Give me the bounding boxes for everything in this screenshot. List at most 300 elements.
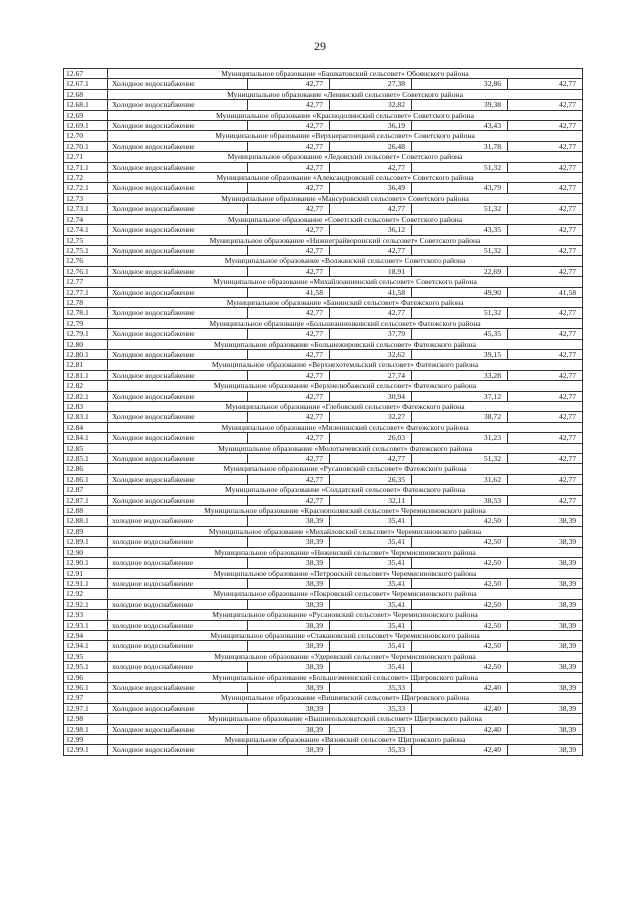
municipality-row <box>64 297 583 307</box>
tariff-value-3: 31,62 <box>412 474 508 484</box>
tariff-value-2: 35,33 <box>330 703 412 713</box>
tariff-value-4: 42,77 <box>508 412 583 422</box>
service-name: Холодное водоснабжение <box>108 308 248 318</box>
tariff-value-1: 42,77 <box>248 79 330 89</box>
tariff-value-3: 31,23 <box>412 433 508 443</box>
row-code: 12.68 <box>64 89 108 99</box>
municipality-row <box>64 89 583 99</box>
row-code: 12.71.1 <box>64 162 108 172</box>
municipality-title: Муниципальное образование «Краснополянский сельсовет» Черемисиновского района <box>108 506 583 516</box>
tariff-value-2: 32,62 <box>330 349 412 359</box>
municipality-title: Муниципальное образование «Русановский сельсовет» Черемисиновского района <box>108 610 583 620</box>
tariff-value-3: 42,50 <box>412 516 508 526</box>
tariff-value-2: 35,33 <box>330 745 412 755</box>
row-code: 12.90.1 <box>64 558 108 568</box>
municipality-row <box>64 547 583 557</box>
tariff-row <box>64 516 583 526</box>
tariff-value-3: 38,53 <box>412 495 508 505</box>
service-name: холодное водоснабжение <box>108 599 248 609</box>
tariff-value-3: 51,32 <box>412 245 508 255</box>
row-code: 12.99.1 <box>64 745 108 755</box>
tariff-value-1: 42,77 <box>248 370 330 380</box>
municipality-row <box>64 651 583 661</box>
tariff-row <box>64 495 583 505</box>
tariff-value-2: 35,33 <box>330 682 412 692</box>
tariff-value-4: 42,77 <box>508 349 583 359</box>
tariff-value-3: 42,50 <box>412 662 508 672</box>
tariff-value-2: 32,82 <box>330 100 412 110</box>
tariff-row <box>64 183 583 193</box>
tariff-value-3: 43,79 <box>412 183 508 193</box>
tariff-value-1: 42,77 <box>248 183 330 193</box>
tariff-row <box>64 599 583 609</box>
municipality-row <box>64 526 583 536</box>
municipality-title: Муниципальное образование «Мансуровский сельсовет» Советского района <box>108 193 583 203</box>
row-code: 12.86 <box>64 464 108 474</box>
service-name: Холодное водоснабжение <box>108 474 248 484</box>
row-code: 12.81 <box>64 360 108 370</box>
tariff-value-1: 38,39 <box>248 724 330 734</box>
municipality-title: Муниципальное образование «Ледовский сельсовет» Советского района <box>108 152 583 162</box>
row-code: 12.85 <box>64 443 108 453</box>
municipality-row <box>64 193 583 203</box>
tariff-value-4: 42,77 <box>508 495 583 505</box>
municipality-title: Муниципальное образование «Стакановский сельсовет» Черемисиновского района <box>108 630 583 640</box>
tariff-value-1: 42,77 <box>248 329 330 339</box>
service-name: холодное водоснабжение <box>108 558 248 568</box>
municipality-row <box>64 214 583 224</box>
row-code: 12.97.1 <box>64 703 108 713</box>
tariff-value-3: 43,35 <box>412 225 508 235</box>
tariff-value-3: 51,32 <box>412 204 508 214</box>
municipality-row <box>64 630 583 640</box>
tariff-value-4: 38,39 <box>508 558 583 568</box>
service-name: Холодное водоснабжение <box>108 100 248 110</box>
row-code: 12.80 <box>64 339 108 349</box>
tariff-value-3: 32,86 <box>412 79 508 89</box>
tariff-row <box>64 162 583 172</box>
tariff-value-2: 26,48 <box>330 141 412 151</box>
tariff-row <box>64 100 583 110</box>
tariff-value-3: 42,50 <box>412 641 508 651</box>
row-code: 12.72.1 <box>64 183 108 193</box>
row-code: 12.67.1 <box>64 79 108 89</box>
tariff-row <box>64 537 583 547</box>
tariff-value-1: 42,77 <box>248 245 330 255</box>
tariff-value-4: 38,39 <box>508 620 583 630</box>
municipality-title: Муниципальное образование «Миленинский сельсовет» Фатежского района <box>108 422 583 432</box>
tariff-row <box>64 266 583 276</box>
tariff-value-2: 41,58 <box>330 287 412 297</box>
row-code: 12.90 <box>64 547 108 557</box>
tariff-value-2: 42,77 <box>330 245 412 255</box>
tariff-value-4: 42,77 <box>508 370 583 380</box>
municipality-row <box>64 69 583 79</box>
tariff-value-3: 42,50 <box>412 578 508 588</box>
tariff-value-4: 38,39 <box>508 703 583 713</box>
row-code: 12.72 <box>64 173 108 183</box>
tariff-value-3: 51,32 <box>412 308 508 318</box>
row-code: 12.75.1 <box>64 245 108 255</box>
tariff-value-3: 42,40 <box>412 745 508 755</box>
tariff-value-1: 42,77 <box>248 141 330 151</box>
municipality-row <box>64 589 583 599</box>
tariff-value-3: 39,38 <box>412 100 508 110</box>
tariff-row <box>64 308 583 318</box>
municipality-row <box>64 256 583 266</box>
municipality-title: Муниципальное образование «Большежировский сельсовет» Фатежского района <box>108 339 583 349</box>
service-name: Холодное водоснабжение <box>108 495 248 505</box>
service-name: Холодное водоснабжение <box>108 703 248 713</box>
municipality-title: Муниципальное образование «Русановский сельсовет» Фатежского района <box>108 464 583 474</box>
municipality-title: Муниципальное образование «Покровский сельсовет» Черемисиновского района <box>108 589 583 599</box>
row-code: 12.82 <box>64 381 108 391</box>
row-code: 12.98.1 <box>64 724 108 734</box>
tariff-value-1: 42,77 <box>248 454 330 464</box>
tariff-row <box>64 682 583 692</box>
service-name: Холодное водоснабжение <box>108 225 248 235</box>
row-code: 12.96.1 <box>64 682 108 692</box>
tariff-value-3: 49,90 <box>412 287 508 297</box>
tariff-value-2: 27,74 <box>330 370 412 380</box>
tariff-value-1: 38,39 <box>248 641 330 651</box>
tariff-row <box>64 474 583 484</box>
tariff-value-4: 42,77 <box>508 308 583 318</box>
service-name: холодное водоснабжение <box>108 578 248 588</box>
municipality-title: Муниципальное образование «Молотычевский сельсовет» Фатежского района <box>108 443 583 453</box>
municipality-title: Муниципальное образование «Глебовский сельсовет» Фатежского района <box>108 402 583 412</box>
tariff-value-1: 38,39 <box>248 682 330 692</box>
tariff-value-1: 42,77 <box>248 204 330 214</box>
tariff-value-4: 38,39 <box>508 578 583 588</box>
service-name: Холодное водоснабжение <box>108 183 248 193</box>
municipality-row <box>64 131 583 141</box>
tariff-row <box>64 79 583 89</box>
municipality-title: Муниципальное образование «Башкатовский сельсовет» Обоянского района <box>108 69 583 79</box>
tariff-value-3: 33,28 <box>412 370 508 380</box>
row-code: 12.69.1 <box>64 121 108 131</box>
tariff-value-1: 42,77 <box>248 308 330 318</box>
municipality-row <box>64 422 583 432</box>
row-code: 12.68.1 <box>64 100 108 110</box>
row-code: 12.73 <box>64 193 108 203</box>
municipality-title: Муниципальное образование «Большезмеинский сельсовет» Щигровского района <box>108 672 583 682</box>
tariff-value-4: 38,39 <box>508 537 583 547</box>
service-name: Холодное водоснабжение <box>108 433 248 443</box>
tariff-value-4: 42,77 <box>508 225 583 235</box>
service-name: Холодное водоснабжение <box>108 287 248 297</box>
tariff-value-1: 42,77 <box>248 121 330 131</box>
tariff-row <box>64 724 583 734</box>
tariff-value-2: 42,77 <box>330 204 412 214</box>
tariff-row <box>64 204 583 214</box>
tariff-value-1: 38,39 <box>248 662 330 672</box>
row-code: 12.97 <box>64 693 108 703</box>
tariff-value-1: 38,39 <box>248 537 330 547</box>
tariff-value-3: 22,69 <box>412 266 508 276</box>
row-code: 12.71 <box>64 152 108 162</box>
tariff-row <box>64 370 583 380</box>
row-code: 12.83.1 <box>64 412 108 422</box>
tariff-value-1: 38,39 <box>248 599 330 609</box>
municipality-title: Муниципальное образование «Верхнехотемльский сельсовет» Фатежского района <box>108 360 583 370</box>
tariff-value-3: 31,78 <box>412 141 508 151</box>
tariff-value-3: 39,15 <box>412 349 508 359</box>
row-code: 12.70 <box>64 131 108 141</box>
row-code: 12.87 <box>64 485 108 495</box>
municipality-row <box>64 735 583 745</box>
tariff-value-2: 35,33 <box>330 724 412 734</box>
municipality-title: Муниципальное образование «Александровский сельсовет» Советского района <box>108 173 583 183</box>
tariff-value-2: 18,91 <box>330 266 412 276</box>
tariff-value-4: 38,39 <box>508 724 583 734</box>
municipality-title: Муниципальное образование «Верхнерагозецкий сельсовет» Советского района <box>108 131 583 141</box>
tariff-value-4: 38,39 <box>508 599 583 609</box>
row-code: 12.94.1 <box>64 641 108 651</box>
tariff-row <box>64 225 583 235</box>
row-code: 12.88.1 <box>64 516 108 526</box>
row-code: 12.95 <box>64 651 108 661</box>
tariff-value-2: 30,94 <box>330 391 412 401</box>
tariff-value-4: 42,77 <box>508 391 583 401</box>
tariff-row <box>64 141 583 151</box>
municipality-title: Муниципальное образование «Михайловский сельсовет» Черемисиновского района <box>108 526 583 536</box>
tariff-value-1: 38,39 <box>248 578 330 588</box>
tariff-value-3: 43,43 <box>412 121 508 131</box>
tariff-value-2: 35,41 <box>330 641 412 651</box>
row-code: 12.83 <box>64 402 108 412</box>
municipality-row <box>64 360 583 370</box>
row-code: 12.95.1 <box>64 662 108 672</box>
row-code: 12.77.1 <box>64 287 108 297</box>
tariff-value-3: 42,40 <box>412 703 508 713</box>
tariff-value-1: 42,77 <box>248 349 330 359</box>
tariff-value-4: 42,77 <box>508 162 583 172</box>
row-code: 12.82.1 <box>64 391 108 401</box>
tariff-value-1: 38,39 <box>248 516 330 526</box>
row-code: 12.93 <box>64 610 108 620</box>
tariff-value-2: 35,41 <box>330 620 412 630</box>
tariff-value-2: 36,12 <box>330 225 412 235</box>
tariff-value-1: 42,77 <box>248 433 330 443</box>
service-name: Холодное водоснабжение <box>108 724 248 734</box>
row-code: 12.70.1 <box>64 141 108 151</box>
tariff-value-4: 42,77 <box>508 329 583 339</box>
tariff-value-4: 42,77 <box>508 79 583 89</box>
municipality-row <box>64 464 583 474</box>
tariff-table <box>63 68 583 756</box>
row-code: 12.88 <box>64 506 108 516</box>
tariff-value-3: 38,72 <box>412 412 508 422</box>
municipality-title: Муниципальное образование «Петровский сельсовет» Черемисиновского района <box>108 568 583 578</box>
tariff-value-4: 42,77 <box>508 121 583 131</box>
service-name: Холодное водоснабжение <box>108 454 248 464</box>
tariff-value-3: 42,50 <box>412 620 508 630</box>
tariff-value-4: 38,39 <box>508 745 583 755</box>
tariff-value-4: 42,77 <box>508 474 583 484</box>
row-code: 12.87.1 <box>64 495 108 505</box>
service-name: холодное водоснабжение <box>108 662 248 672</box>
tariff-value-1: 42,77 <box>248 391 330 401</box>
tariff-value-2: 35,41 <box>330 537 412 547</box>
municipality-title: Муниципальное образование «Краснодолинский сельсовет» Советского района <box>108 110 583 120</box>
municipality-row <box>64 277 583 287</box>
tariff-row <box>64 329 583 339</box>
row-code: 12.92 <box>64 589 108 599</box>
tariff-value-4: 38,39 <box>508 662 583 672</box>
tariff-value-1: 42,77 <box>248 225 330 235</box>
tariff-value-1: 38,39 <box>248 703 330 713</box>
tariff-value-2: 35,41 <box>330 599 412 609</box>
tariff-value-2: 35,41 <box>330 578 412 588</box>
tariff-value-2: 27,38 <box>330 79 412 89</box>
tariff-row <box>64 620 583 630</box>
page-number: 29 <box>314 39 326 53</box>
row-code: 12.91 <box>64 568 108 578</box>
municipality-title: Муниципальное образование «Верхнелюбажский сельсовет» Фатежского района <box>108 381 583 391</box>
row-code: 12.86.1 <box>64 474 108 484</box>
service-name: Холодное водоснабжение <box>108 204 248 214</box>
tariff-row <box>64 558 583 568</box>
row-code: 12.78.1 <box>64 308 108 318</box>
row-code: 12.89.1 <box>64 537 108 547</box>
service-name: холодное водоснабжение <box>108 537 248 547</box>
municipality-row <box>64 610 583 620</box>
tariff-value-1: 42,77 <box>248 412 330 422</box>
tariff-value-4: 38,39 <box>508 641 583 651</box>
tariff-value-1: 41,58 <box>248 287 330 297</box>
municipality-row <box>64 402 583 412</box>
row-code: 12.84 <box>64 422 108 432</box>
tariff-value-3: 45,35 <box>412 329 508 339</box>
tariff-table-body <box>64 69 583 756</box>
row-code: 12.80.1 <box>64 349 108 359</box>
row-code: 12.78 <box>64 297 108 307</box>
row-code: 12.76 <box>64 256 108 266</box>
tariff-value-2: 26,35 <box>330 474 412 484</box>
row-code: 12.76.1 <box>64 266 108 276</box>
tariff-row <box>64 641 583 651</box>
municipality-row <box>64 381 583 391</box>
municipality-row <box>64 235 583 245</box>
municipality-row <box>64 693 583 703</box>
row-code: 12.93.1 <box>64 620 108 630</box>
municipality-row <box>64 672 583 682</box>
tariff-value-1: 38,39 <box>248 620 330 630</box>
municipality-row <box>64 485 583 495</box>
municipality-row <box>64 714 583 724</box>
tariff-value-1: 42,77 <box>248 100 330 110</box>
tariff-value-2: 36,19 <box>330 121 412 131</box>
service-name: Холодное водоснабжение <box>108 329 248 339</box>
tariff-value-2: 42,77 <box>330 308 412 318</box>
service-name: Холодное водоснабжение <box>108 745 248 755</box>
municipality-row <box>64 443 583 453</box>
row-code: 12.69 <box>64 110 108 120</box>
tariff-value-4: 42,77 <box>508 266 583 276</box>
municipality-row <box>64 339 583 349</box>
row-code: 12.91.1 <box>64 578 108 588</box>
tariff-row <box>64 245 583 255</box>
tariff-value-2: 37,79 <box>330 329 412 339</box>
municipality-row <box>64 568 583 578</box>
tariff-value-2: 35,41 <box>330 516 412 526</box>
service-name: Холодное водоснабжение <box>108 162 248 172</box>
row-code: 12.73.1 <box>64 204 108 214</box>
tariff-value-2: 42,77 <box>330 454 412 464</box>
tariff-row <box>64 745 583 755</box>
service-name: холодное водоснабжение <box>108 620 248 630</box>
tariff-row <box>64 433 583 443</box>
tariff-value-2: 36,49 <box>330 183 412 193</box>
municipality-title: Муниципальное образование «Ленинский сельсовет» Советского района <box>108 89 583 99</box>
tariff-value-1: 42,77 <box>248 495 330 505</box>
service-name: Холодное водоснабжение <box>108 266 248 276</box>
tariff-value-3: 42,40 <box>412 682 508 692</box>
tariff-value-3: 42,50 <box>412 537 508 547</box>
service-name: Холодное водоснабжение <box>108 412 248 422</box>
tariff-value-4: 42,77 <box>508 183 583 193</box>
municipality-title: Муниципальное образование «Большеанненковский сельсовет» Фатежского района <box>108 318 583 328</box>
row-code: 12.96 <box>64 672 108 682</box>
row-code: 12.92.1 <box>64 599 108 609</box>
tariff-value-1: 42,77 <box>248 474 330 484</box>
row-code: 12.99 <box>64 735 108 745</box>
service-name: Холодное водоснабжение <box>108 370 248 380</box>
row-code: 12.75 <box>64 235 108 245</box>
row-code: 12.84.1 <box>64 433 108 443</box>
tariff-value-4: 42,77 <box>508 454 583 464</box>
row-code: 12.79.1 <box>64 329 108 339</box>
tariff-value-2: 35,41 <box>330 662 412 672</box>
tariff-value-3: 37,12 <box>412 391 508 401</box>
municipality-title: Муниципальное образование «Михайлоанненский сельсовет» Советского района <box>108 277 583 287</box>
municipality-row <box>64 318 583 328</box>
tariff-value-4: 42,77 <box>508 100 583 110</box>
tariff-value-2: 42,77 <box>330 162 412 172</box>
municipality-title: Муниципальное образование «Солдатский сельсовет» Фатежского района <box>108 485 583 495</box>
municipality-title: Муниципальное образование «Вишневский сельсовет» Щигровского района <box>108 693 583 703</box>
row-code: 12.81.1 <box>64 370 108 380</box>
service-name: Холодное водоснабжение <box>108 391 248 401</box>
service-name: Холодное водоснабжение <box>108 349 248 359</box>
municipality-row <box>64 506 583 516</box>
tariff-row <box>64 287 583 297</box>
tariff-value-2: 32,11 <box>330 495 412 505</box>
tariff-value-2: 32,27 <box>330 412 412 422</box>
municipality-row <box>64 152 583 162</box>
row-code: 12.74.1 <box>64 225 108 235</box>
municipality-row <box>64 110 583 120</box>
municipality-title: Муниципальное образование «Ниженский сельсовет» Черемисиновского района <box>108 547 583 557</box>
municipality-title: Муниципальное образование «Банинский сельсовет» Фатежского района <box>108 297 583 307</box>
municipality-title: Муниципальное образование «Удеревский сельсовет» Черемисиновского района <box>108 651 583 661</box>
tariff-row <box>64 391 583 401</box>
tariff-value-1: 42,77 <box>248 162 330 172</box>
row-code: 12.94 <box>64 630 108 640</box>
tariff-value-4: 42,77 <box>508 141 583 151</box>
tariff-value-1: 38,39 <box>248 745 330 755</box>
tariff-value-3: 42,50 <box>412 558 508 568</box>
tariff-value-4: 38,39 <box>508 682 583 692</box>
tariff-row <box>64 578 583 588</box>
tariff-value-1: 38,39 <box>248 558 330 568</box>
service-name: холодное водоснабжение <box>108 516 248 526</box>
tariff-value-2: 26,03 <box>330 433 412 443</box>
tariff-row <box>64 703 583 713</box>
row-code: 12.98 <box>64 714 108 724</box>
row-code: 12.77 <box>64 277 108 287</box>
